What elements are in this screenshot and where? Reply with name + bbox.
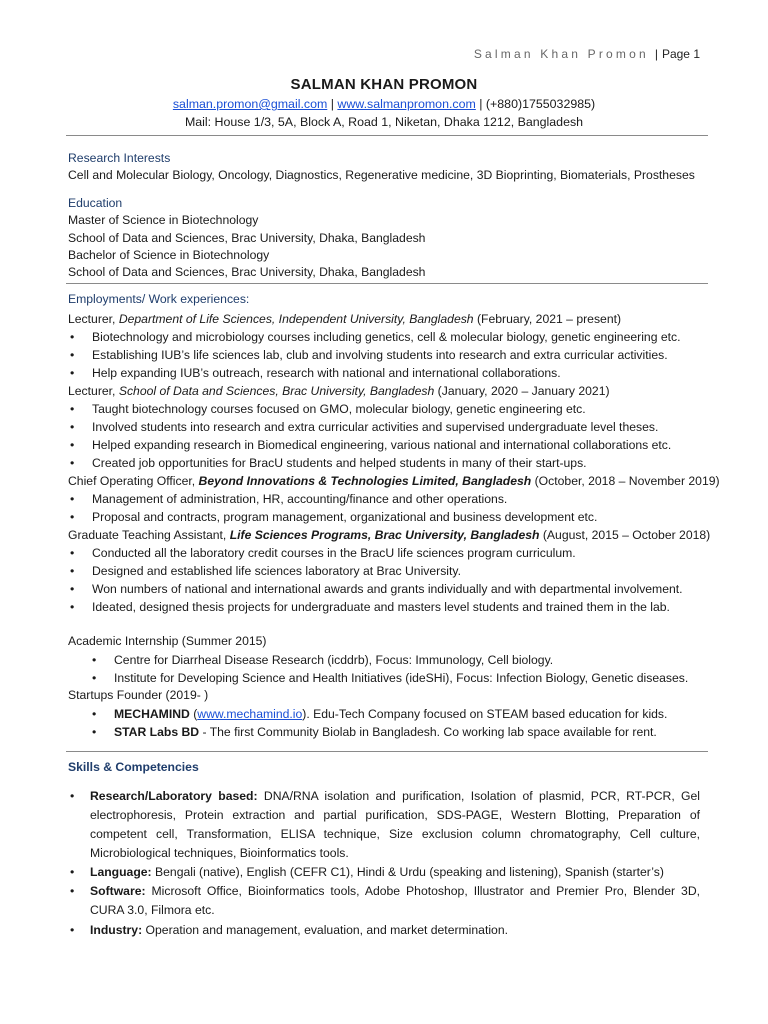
list-item-text: Conducted all the laboratory credit courses in the BracU life sciences program curriculum. bbox=[92, 546, 576, 560]
list-item bbox=[70, 402, 586, 416]
bullet-dot: • bbox=[92, 653, 97, 667]
list-item bbox=[70, 492, 507, 506]
bullet-dot: • bbox=[70, 492, 75, 506]
list-item bbox=[70, 348, 668, 362]
list-item-text: Ideated, designed thesis projects for undergraduate and masters level students and trained them in the lab. bbox=[92, 600, 670, 614]
bullet-dot: • bbox=[92, 725, 97, 739]
list-item bbox=[92, 653, 553, 667]
job-title-line bbox=[68, 312, 621, 326]
skills-software-line: CURA 3.0, Filmora etc. bbox=[90, 903, 215, 917]
job-org: Life Sciences Programs, Brac University, Bangladesh bbox=[229, 528, 540, 542]
mailing-address: Mail: House 1/3, 5A, Block A, Road 1, Niketan, Dhaka 1212, Bangladesh bbox=[184, 115, 584, 129]
skills-text: Microsoft Office, Bioinformatics tools, Adobe Photoshop, Illustrator and Premier Pro, Blender 3D, bbox=[151, 884, 701, 898]
list-item bbox=[70, 420, 658, 434]
startups-dates: (2019- ) bbox=[162, 688, 209, 702]
list-item-text: Helped expanding research in Biomedical engineering, various national and international collaborations etc. bbox=[92, 438, 672, 452]
skills-research-label: Research/Laboratory based: bbox=[90, 789, 258, 803]
bullet-dot: • bbox=[70, 923, 75, 937]
list-item bbox=[70, 456, 587, 470]
job-role: Lecturer, bbox=[68, 384, 119, 398]
research-heading: Research Interests bbox=[68, 151, 171, 165]
bullet-dot: • bbox=[70, 865, 75, 879]
degree-school: School of Data and Sciences, Brac University, Dhaka, Bangladesh bbox=[68, 231, 426, 245]
list-item bbox=[70, 546, 576, 560]
list-item-text: Centre for Diarrheal Disease Research (icddrb), Focus: Immunology, Cell biology. bbox=[114, 653, 554, 667]
internship-title-line bbox=[68, 634, 266, 648]
list-item-text: Designed and established life sciences laboratory at Brac University. bbox=[92, 564, 461, 578]
bullet-dot: • bbox=[70, 884, 75, 898]
job-role: Graduate Teaching Assistant, bbox=[68, 528, 230, 542]
list-item-text: Taught biotechnology courses focused on GMO, molecular biology, genetic engineering etc. bbox=[92, 402, 586, 416]
skills-software-label: Software: bbox=[90, 884, 146, 898]
running-header-separator: | bbox=[654, 47, 658, 61]
skills-research-line: competent cell, Transformation, ELISA technique, Size exclusion column chromatography, Cell culture, bbox=[90, 827, 700, 841]
bullet-dot: • bbox=[92, 671, 97, 685]
list-item bbox=[70, 510, 597, 524]
bullet-dot: • bbox=[70, 789, 75, 803]
list-item-text: Establishing IUB’s life sciences lab, club and involving students into research and extra curricular activities. bbox=[92, 348, 668, 362]
list-item-text: Management of administration, HR, accounting/finance and other operations. bbox=[92, 492, 508, 506]
degree-title: Master of Science in Biotechnology bbox=[68, 213, 259, 227]
list-item bbox=[70, 366, 561, 380]
phone-number: | (+880)1755032985) bbox=[475, 97, 596, 111]
startup-text: - The first Community Biolab in Bangladesh. Co working lab space available for rent. bbox=[199, 725, 657, 739]
bullet-dot: • bbox=[92, 707, 97, 721]
job-dates: (January, 2020 – January 2021) bbox=[434, 384, 610, 398]
skills-text: DNA/RNA isolation and purification, Isolation of plasmid, PCR, RT-PCR, Gel bbox=[263, 789, 701, 803]
employment-heading: Employments/ Work experiences: bbox=[68, 292, 250, 306]
job-org: Beyond Innovations & Technologies Limited, Bangladesh bbox=[198, 474, 532, 488]
job-title-line bbox=[68, 528, 710, 542]
skills-language-label: Language: bbox=[90, 865, 152, 879]
bullet-dot: • bbox=[70, 582, 75, 596]
skills-text: Bengali (native), English (CEFR C1), Hindi & Urdu (speaking and listening), Spanish (starter’s) bbox=[151, 865, 664, 879]
skills-industry-label: Industry: bbox=[90, 923, 143, 937]
bullet-dot: • bbox=[70, 420, 75, 434]
contact-separator: | bbox=[327, 97, 338, 111]
list-item bbox=[70, 438, 671, 452]
skills-heading: Skills & Competencies bbox=[68, 760, 199, 774]
list-item-text: Proposal and contracts, program management, organizational and business development etc. bbox=[92, 510, 598, 524]
contact-line bbox=[0, 97, 768, 111]
skills-software-line bbox=[90, 884, 700, 898]
mechamind-link[interactable]: www.mechamind.io bbox=[197, 707, 303, 721]
job-role: Lecturer, bbox=[68, 312, 119, 326]
startup-name: MECHAMIND bbox=[114, 707, 190, 721]
job-org: School of Data and Sciences, Brac University, Bangladesh bbox=[118, 384, 435, 398]
skills-industry-line bbox=[90, 923, 700, 937]
job-title-line bbox=[68, 474, 720, 488]
startup-text: ( bbox=[189, 707, 198, 721]
list-item bbox=[70, 330, 681, 344]
skills-research-line bbox=[90, 789, 700, 803]
running-header-name: Salman Khan Promon bbox=[473, 47, 649, 61]
website-link[interactable]: www.salmanpromon.com bbox=[337, 97, 476, 111]
bullet-dot: • bbox=[70, 564, 75, 578]
page-number: Page 1 bbox=[661, 47, 700, 61]
divider bbox=[66, 135, 708, 136]
startups-title-line bbox=[68, 688, 208, 702]
internship-title: Academic Internship bbox=[68, 634, 179, 648]
list-item-text: Created job opportunities for BracU students and helped students in many of their start-ups. bbox=[92, 456, 587, 470]
bullet-dot: • bbox=[70, 348, 75, 362]
running-header bbox=[474, 47, 700, 61]
degree-title: Bachelor of Science in Biotechnology bbox=[68, 248, 270, 262]
bullet-dot: • bbox=[70, 456, 75, 470]
skills-text: Operation and management, evaluation, and market determination. bbox=[142, 923, 508, 937]
degree-school: School of Data and Sciences, Brac University, Dhaka, Bangladesh bbox=[68, 265, 426, 279]
list-item bbox=[70, 564, 461, 578]
startup-name: STAR Labs BD bbox=[114, 725, 200, 739]
bullet-dot: • bbox=[70, 510, 75, 524]
skills-research-line: electrophoresis, Protein extraction and partial purification, SDS-PAGE, Western Blotting, Preparation of bbox=[90, 808, 700, 822]
bullet-dot: • bbox=[70, 402, 75, 416]
list-item bbox=[92, 671, 688, 685]
bullet-dot: • bbox=[70, 600, 75, 614]
list-item-text: Help expanding IUB’s outreach, research with national and international collaborations. bbox=[92, 366, 561, 380]
skills-research-line: Microbiological techniques, Bioinformatics tools. bbox=[90, 846, 349, 860]
list-item bbox=[70, 582, 683, 596]
job-dates: (October, 2018 – November 2019) bbox=[531, 474, 720, 488]
divider bbox=[66, 751, 708, 752]
job-dates: (February, 2021 – present) bbox=[473, 312, 622, 326]
list-item bbox=[92, 725, 657, 739]
startups-title: Startups Founder bbox=[68, 688, 163, 702]
list-item-text: Institute for Developing Science and Health Initiatives (ideSHi), Focus: Infection Biology, Genetic diseases. bbox=[114, 671, 689, 685]
job-org: Department of Life Sciences, Independent University, Bangladesh bbox=[118, 312, 474, 326]
candidate-name: SALMAN KHAN PROMON bbox=[290, 76, 478, 93]
education-heading: Education bbox=[68, 196, 123, 210]
bullet-dot: • bbox=[70, 330, 75, 344]
bullet-dot: • bbox=[70, 438, 75, 452]
startup-text: ). Edu-Tech Company focused on STEAM based education for kids. bbox=[302, 707, 668, 721]
job-dates: (August, 2015 – October 2018) bbox=[539, 528, 711, 542]
internship-dates: (Summer 2015) bbox=[178, 634, 267, 648]
job-role: Chief Operating Officer, bbox=[68, 474, 199, 488]
bullet-dot: • bbox=[70, 546, 75, 560]
list-item-text: Involved students into research and extra curricular activities and supervised undergraduate level theses. bbox=[92, 420, 659, 434]
email-link[interactable]: salman.promon@gmail.com bbox=[172, 97, 328, 111]
list-item-text bbox=[114, 725, 657, 739]
research-text: Cell and Molecular Biology, Oncology, Diagnostics, Regenerative medicine, 3D Bioprinting, Biomaterials, Prostheses bbox=[68, 168, 695, 182]
list-item-text: Won numbers of national and international awards and grants individually and with departmental involvement. bbox=[92, 582, 683, 596]
bullet-dot: • bbox=[70, 366, 75, 380]
skills-language-line bbox=[90, 865, 700, 879]
list-item bbox=[92, 707, 667, 721]
divider bbox=[66, 283, 708, 284]
job-title-line bbox=[68, 384, 610, 398]
list-item-text: Biotechnology and microbiology courses including genetics, cell & molecular biology, genetic engineering etc. bbox=[92, 330, 681, 344]
list-item bbox=[70, 600, 670, 614]
list-item-text bbox=[114, 707, 667, 721]
